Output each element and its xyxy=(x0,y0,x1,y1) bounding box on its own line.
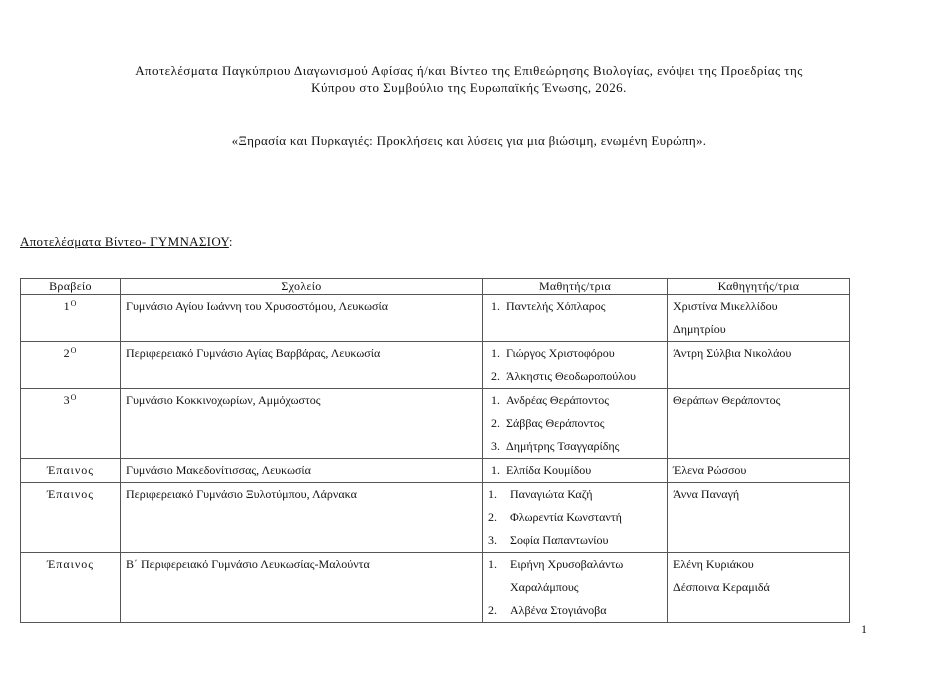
school-cell: Β΄ Περιφερειακό Γυμνάσιο Λευκωσίας-Μαλούντα xyxy=(121,553,483,623)
student-list xyxy=(488,459,662,482)
award-label: Έπαινος xyxy=(46,463,95,477)
school-cell: Γυμνάσιο Κοκκινοχωρίων, Αμμόχωστος xyxy=(121,389,483,459)
student-name: Δημήτρης Τσαγγαρίδης xyxy=(506,439,620,453)
award-label: 2 xyxy=(63,346,71,360)
award-label: Έπαινος xyxy=(46,557,95,571)
student-number: 1. xyxy=(488,487,497,501)
award-label: 1 xyxy=(63,299,71,313)
teacher-name: Δημητρίου xyxy=(673,322,726,336)
student-list xyxy=(488,389,662,458)
teachers-cell xyxy=(668,459,850,483)
teachers-cell xyxy=(668,553,850,623)
results-table xyxy=(20,278,850,623)
student-number: 2. xyxy=(488,603,497,617)
student-name: Γιώργος Χριστοφόρου xyxy=(506,346,615,360)
award-cell xyxy=(21,483,121,553)
student-number: 1. xyxy=(491,346,500,360)
student-list xyxy=(488,295,662,318)
student-number: 1. xyxy=(491,299,500,313)
award-ordinal-superscript: Ο xyxy=(70,393,78,402)
students-cell xyxy=(483,553,668,623)
school-cell: Περιφερειακό Γυμνάσιο Αγίας Βαρβάρας, Λευκωσία xyxy=(121,342,483,389)
teachers-cell xyxy=(668,342,850,389)
student-list-item xyxy=(488,342,662,365)
section-heading-colon: : xyxy=(228,234,233,249)
teacher-name: Ελένη Κυριάκου xyxy=(673,557,754,571)
award-ordinal-superscript: Ο xyxy=(70,346,78,355)
students-cell xyxy=(483,389,668,459)
student-list-item xyxy=(488,529,662,552)
student-list-item xyxy=(488,553,662,599)
student-list-item xyxy=(488,483,662,506)
page-number: 1 xyxy=(861,622,867,636)
section-heading-text: Αποτελέσματα Βίντεο- ΓΥΜΝΑΣΙΟΥ xyxy=(20,234,229,249)
award-cell xyxy=(21,295,121,342)
award-cell xyxy=(21,553,121,623)
document-title-line-1: Αποτελέσματα Παγκύπριου Διαγωνισμού Αφίσας ή/και Βίντεο της Επιθεώρησης Βιολογίας, ενόψει της Προεδρίας της xyxy=(135,63,803,78)
student-list xyxy=(488,553,662,622)
student-name: Ειρήνη Χρυσοβαλάντω Χαραλάμπους xyxy=(510,557,624,594)
student-name: Αλβένα Στογιάνοβα xyxy=(510,603,607,617)
student-name: Ανδρέας Θεράποντος xyxy=(506,393,609,407)
table-row xyxy=(21,553,850,623)
school-cell: Περιφερειακό Γυμνάσιο Ξυλοτύμπου, Λάρνακα xyxy=(121,483,483,553)
teachers-cell xyxy=(668,295,850,342)
student-number: 1. xyxy=(488,557,497,571)
student-name: Σάββας Θεράποντος xyxy=(506,416,605,430)
award-label: 3 xyxy=(63,393,71,407)
student-name: Ελπίδα Κουμίδου xyxy=(506,463,592,477)
teacher-name: Άννα Παναγή xyxy=(673,487,740,501)
student-list-item xyxy=(488,412,662,435)
teacher-name: Δέσποινα Κεραμιδά xyxy=(673,580,770,594)
student-name: Παντελής Χόπλαρος xyxy=(506,299,606,313)
table-header-row xyxy=(21,279,850,295)
student-list-item xyxy=(488,389,662,412)
award-cell xyxy=(21,342,121,389)
header-teacher: Καθηγητής/τρια xyxy=(668,279,850,295)
award-cell xyxy=(21,459,121,483)
teacher-name: Θεράπων Θεράποντος xyxy=(673,393,781,407)
student-list xyxy=(488,342,662,388)
student-list-item xyxy=(488,435,662,458)
table-row xyxy=(21,389,850,459)
teacher-name: Έλενα Ρώσσου xyxy=(673,463,747,477)
teacher-name: Άντρη Σύλβια Νικολάου xyxy=(673,346,792,360)
results-table-body xyxy=(21,295,850,623)
table-row xyxy=(21,483,850,553)
student-number: 1. xyxy=(491,463,500,477)
students-cell xyxy=(483,295,668,342)
student-list-item xyxy=(488,599,662,622)
student-number: 3. xyxy=(488,533,497,547)
teacher-name: Χριστίνα Μικελλίδου xyxy=(673,299,778,313)
student-name: Άλκηστις Θεοδωροπούλου xyxy=(506,369,636,383)
header-student: Μαθητής/τρια xyxy=(483,279,668,295)
document-title xyxy=(40,62,898,96)
student-number: 2. xyxy=(488,510,497,524)
student-list-item xyxy=(488,459,662,482)
award-cell xyxy=(21,389,121,459)
student-list-item xyxy=(488,295,662,318)
student-name: Φλωρεντία Κωνσταντή xyxy=(510,510,622,524)
award-label: Έπαινος xyxy=(46,487,95,501)
table-row xyxy=(21,459,850,483)
students-cell xyxy=(483,483,668,553)
student-number: 2. xyxy=(491,369,500,383)
teachers-cell xyxy=(668,389,850,459)
section-heading xyxy=(20,233,233,250)
student-list xyxy=(488,483,662,552)
students-cell xyxy=(483,459,668,483)
student-name: Σοφία Παπαντωνίου xyxy=(510,533,609,547)
header-award: Βραβείο xyxy=(21,279,121,295)
document-title-line-2: Κύπρου στο Συμβούλιο της Ευρωπαϊκής Ένωσης, 2026. xyxy=(311,80,627,95)
school-cell: Γυμνάσιο Αγίου Ιωάννη του Χρυσοστόμου, Λευκωσία xyxy=(121,295,483,342)
award-ordinal-superscript: Ο xyxy=(70,299,78,308)
table-row xyxy=(21,342,850,389)
document-subtitle: «Ξηρασία και Πυρκαγιές: Προκλήσεις και λύσεις για μια βιώσιμη, ενωμένη Ευρώπη». xyxy=(231,133,707,148)
student-list-item xyxy=(488,365,662,388)
student-number: 2. xyxy=(491,416,500,430)
table-row xyxy=(21,295,850,342)
header-school: Σχολείο xyxy=(121,279,483,295)
student-name: Παναγιώτα Καζή xyxy=(510,487,593,501)
student-list-item xyxy=(488,506,662,529)
teachers-cell xyxy=(668,483,850,553)
students-cell xyxy=(483,342,668,389)
student-number: 1. xyxy=(491,393,500,407)
school-cell: Γυμνάσιο Μακεδονίτισσας, Λευκωσία xyxy=(121,459,483,483)
student-number: 3. xyxy=(491,439,500,453)
